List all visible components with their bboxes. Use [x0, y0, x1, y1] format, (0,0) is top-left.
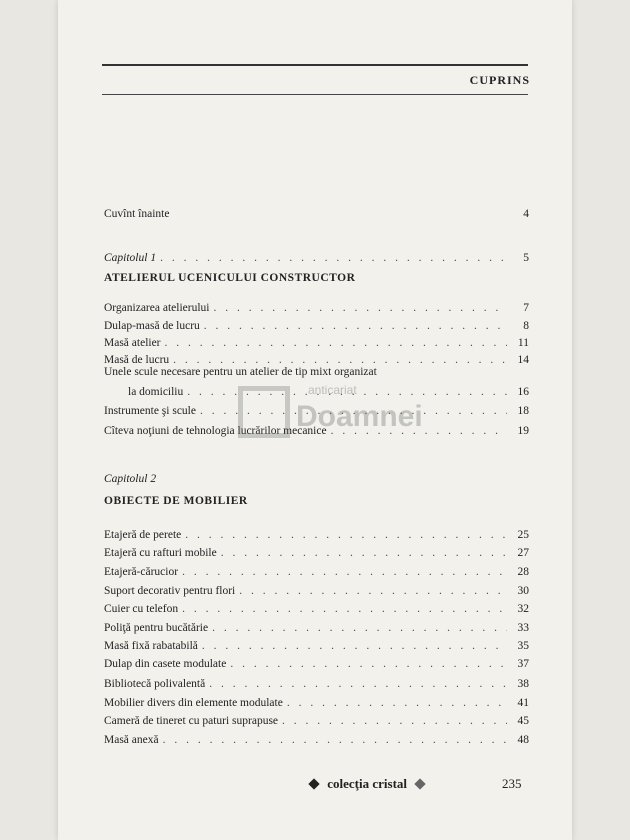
- toc-entry[interactable]: Bibliotecă polivalentă . . . 38: [104, 678, 529, 694]
- chapter-1-label-row[interactable]: Capitolul 1 . . . 5: [104, 252, 529, 268]
- diamond-icon: [415, 778, 426, 789]
- toc-entry[interactable]: Cîteva noţiuni de tehnologia lucrărilor mecanice . . . 19: [104, 425, 529, 441]
- header-rule-top: [102, 64, 528, 66]
- diamond-icon: [308, 778, 319, 789]
- toc-entry[interactable]: Instrumente şi scule . . . 18: [104, 405, 529, 421]
- toc-entry[interactable]: Suport decorativ pentru flori . . . 30: [104, 585, 529, 601]
- toc-entry[interactable]: Dulap-masă de lucru . . . 8: [104, 320, 529, 336]
- toc-entry[interactable]: Mobilier divers din elemente modulate . . . 41: [104, 697, 529, 713]
- chapter-2-heading: OBIECTE DE MOBILIER: [104, 495, 248, 507]
- page-number: 235: [502, 776, 522, 791]
- toc-entry[interactable]: Masă fixă rabatabilă . . . 35: [104, 640, 529, 656]
- toc-entry[interactable]: Cuier cu telefon . . . 32: [104, 603, 529, 619]
- toc-entry-multiline-first[interactable]: Unele scule necesare pentru un atelier de tip mixt organizat: [104, 366, 377, 378]
- footer-series: [310, 776, 424, 792]
- watermark-text: Doamnei: [296, 400, 423, 433]
- toc-entry[interactable]: Masă atelier . . . 11: [104, 337, 529, 353]
- watermark-subtext: anticariat: [308, 383, 357, 397]
- chapter-2-label-row: Capitolul 2: [104, 473, 157, 485]
- toc-entry[interactable]: Masă de lucru . . . 14: [104, 354, 529, 370]
- toc-entry[interactable]: Etajeră-cărucior . . . 28: [104, 566, 529, 582]
- toc-entry[interactable]: Masă anexă . . . 48: [104, 734, 529, 750]
- toc-entry[interactable]: Etajeră cu rafturi mobile . . . 27: [104, 547, 529, 563]
- watermark: [238, 380, 428, 460]
- watermark-logo-icon: [238, 386, 290, 438]
- toc-entry[interactable]: Etajeră de perete . . . 25: [104, 529, 529, 545]
- chapter-1-heading: ATELIERUL UCENICULUI CONSTRUCTOR: [104, 272, 356, 284]
- toc-entry[interactable]: Cameră de tineret cu paturi suprapuse . . . 45: [104, 715, 529, 731]
- toc-entry[interactable]: Organizarea atelierului . . . 7: [104, 302, 529, 318]
- header-rule-bottom: [102, 94, 528, 95]
- toc-entry-multiline-second[interactable]: la domiciliu . . . 16: [128, 386, 529, 402]
- toc-entry[interactable]: Dulap din casete modulate . . . 37: [104, 658, 529, 674]
- toc-entry[interactable]: Poliţă pentru bucătărie . . . 33: [104, 622, 529, 638]
- book-page: [58, 0, 572, 840]
- toc-entry-intro[interactable]: Cuvînt înainte 4: [104, 208, 529, 220]
- series-name: colecţia cristal: [327, 776, 408, 791]
- page-title: CUPRINS: [469, 73, 530, 87]
